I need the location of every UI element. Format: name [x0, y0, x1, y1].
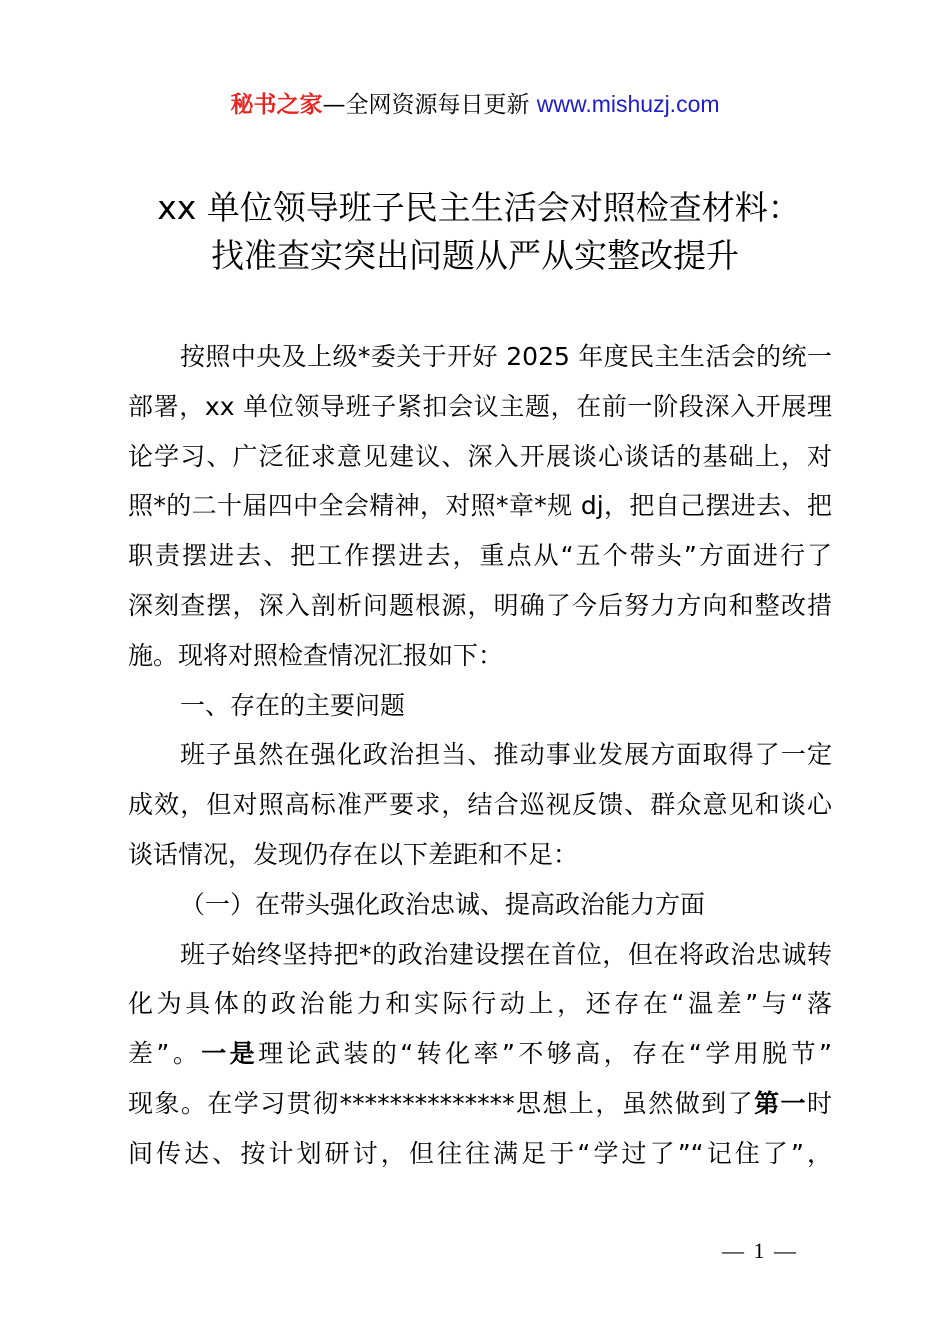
paragraph-line: 深刻查摆，深入剖析问题根源，明确了今后努力方向和整改措: [128, 590, 832, 620]
paragraph-line: [128, 1079, 832, 1129]
section-heading: 一、存在的主要问题: [180, 690, 406, 720]
document-title: [0, 184, 950, 280]
site-url[interactable]: www.mishuzj.com: [536, 91, 720, 117]
page-number: — 1 —: [722, 1238, 798, 1263]
paragraph-line: 论学习、广泛征求意见建议、深入开展谈心谈话的基础上，对: [128, 441, 832, 471]
text-run: 现象。在学习贯彻**************思想上，虽然做到了: [128, 1088, 755, 1118]
paragraph-line: 成效，但对照高标准严要求，结合巡视反馈、群众意见和谈心: [128, 790, 832, 820]
paragraph-line: 按照中央及上级*委关于开好 2025 年度民主生活会的统一: [180, 342, 832, 371]
brand-name: 秘书之家: [230, 92, 323, 118]
paragraph-line: 班子始终坚持把*的政治建设摆在首位，但在将政治忠诚转: [180, 939, 832, 969]
paragraph-line: 施。现将对照检查情况汇报如下：: [128, 640, 504, 670]
title-line-2: 找准查实突出问题从严从实整改提升: [211, 236, 739, 275]
paragraph-line: 谈话情况，发现仍存在以下差距和不足：: [128, 839, 579, 869]
bold-text: 第一: [754, 1088, 807, 1118]
banner-tagline: —全网资源每日更新: [322, 92, 537, 118]
paragraph-line: [128, 1029, 832, 1079]
paragraph-line: 化为具体的政治能力和实际行动上，还存在“温差”与“落: [128, 989, 832, 1019]
paragraph-line: 职责摆进去、把工作摆进去，重点从“五个带头”方面进行了: [128, 541, 832, 571]
paragraph-line: 班子虽然在强化政治担当、推动事业发展方面取得了一定: [180, 740, 832, 770]
paragraph-line: 间传达、按计划研讨，但往往满足于“学过了”“记住了”，: [128, 1138, 832, 1168]
text-run: 理论武装的“转化率”不够高，存在“学用脱节”: [258, 1039, 832, 1069]
paragraph-line: 照*的二十届四中全会精神，对照*章*规 dj，把自己摆进去、把: [128, 491, 832, 521]
paragraph-line: 部署，xx 单位领导班子紧扣会议主题，在前一阶段深入开展理: [128, 391, 832, 421]
bold-text: 一是: [201, 1039, 259, 1069]
text-run: 时: [806, 1088, 832, 1118]
title-line-1: xx 单位领导班子民主生活会对照检查材料：: [157, 188, 801, 227]
document-body: [128, 332, 832, 1179]
site-banner: [0, 88, 950, 121]
subsection-heading: （一）在带头强化政治忠诚、提高政治能力方面: [180, 889, 706, 919]
text-run: 差”。: [128, 1039, 202, 1069]
